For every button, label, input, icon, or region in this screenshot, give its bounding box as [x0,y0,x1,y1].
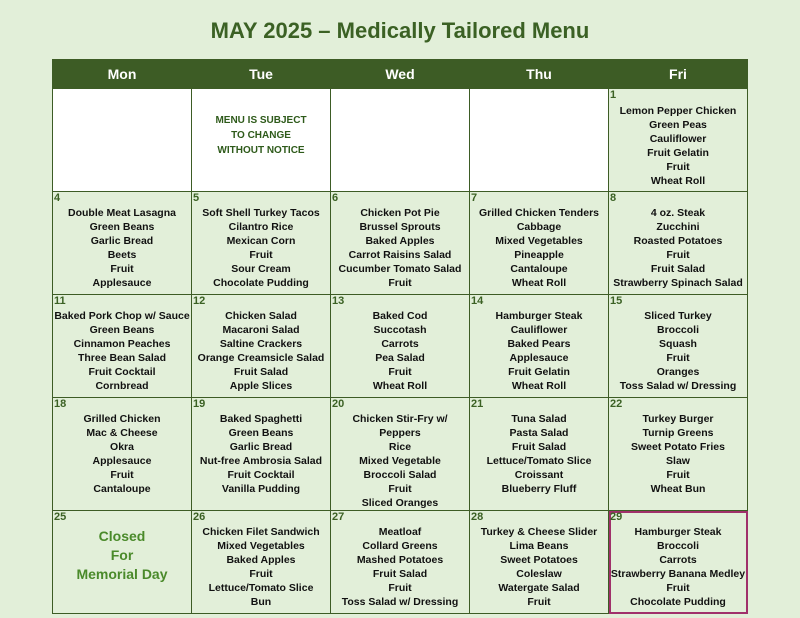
menu-item: Green Peas [649,119,707,131]
menu-item: Fruit Gelatin [508,366,570,378]
menu-items [609,309,747,393]
day-cell-tue [192,192,331,295]
day-number: 13 [332,295,345,307]
day-number: 5 [193,192,200,204]
menu-item: Cantaloupe [510,263,568,275]
menu-items [609,104,747,188]
menu-item: Wheat Roll [372,380,428,392]
menu-item: Sweet Potato Fries [631,441,725,453]
menu-item: Pea Salad [375,352,425,364]
menu-items [609,412,747,496]
menu-item: Broccoli [656,324,699,336]
header-fri: Fri [609,60,748,89]
menu-items [609,525,747,609]
menu-item: Fruit Salad [650,263,706,275]
menu-item: Applesauce [92,455,152,467]
menu-item: Croissant [514,469,564,481]
day-cell-wed [331,89,470,192]
menu-item: Fruit Cocktail [227,469,295,481]
day-number: 26 [193,511,206,523]
menu-item: Turkey Burger [642,413,714,425]
menu-item: Oranges [656,366,700,378]
menu-item: Hamburger Steak [495,310,583,322]
menu-item: Toss Salad w/ Dressing [341,596,459,608]
menu-item: Cinnamon Peaches [73,338,171,350]
menu-item: Chocolate Pudding [213,277,309,289]
day-number: 14 [471,295,484,307]
menu-item: Baked Pears [507,338,571,350]
day-number: 20 [332,398,345,410]
menu-items [53,412,191,496]
menu-item: Fruit [388,277,412,289]
menu-notice [192,113,330,158]
closed-line: Closed [98,528,146,544]
menu-item: Fruit [388,582,412,594]
menu-item: Baked Apples [365,235,435,247]
menu-item: Nut-free Ambrosia Salad [199,455,323,467]
day-cell-fri [609,398,748,511]
menu-item: Succotash [373,324,427,336]
menu-item: Coleslaw [516,568,562,580]
menu-item: Rice [388,441,412,453]
day-cell-wed [331,295,470,398]
menu-item: Turnip Greens [642,427,714,439]
header-wed: Wed [331,60,470,89]
day-cell-tue [192,398,331,511]
menu-item: Sliced Oranges [361,497,439,509]
menu-item: Garlic Bread [90,235,154,247]
menu-item: Cucumber Tomato Salad [338,263,462,275]
menu-item: Blueberry Fluff [501,483,577,495]
menu-item: Chicken Salad [225,310,297,322]
menu-item: Chocolate Pudding [630,596,726,608]
closed-notice [53,527,191,584]
menu-item: Fruit [388,366,412,378]
notice-line: TO CHANGE [231,130,291,141]
day-cell-fri [609,295,748,398]
day-cell-fri [609,511,748,614]
menu-item: Applesauce [509,352,569,364]
menu-item: Macaroni Salad [222,324,300,336]
menu-item: Lettuce/Tomato Slice [208,582,314,594]
menu-item: Cabbage [516,221,562,233]
menu-calendar [52,59,748,614]
day-cell-tue [192,89,331,192]
menu-item: Cilantro Rice [228,221,294,233]
menu-item: Fruit [110,263,134,275]
menu-item: Grilled Chicken Tenders [478,207,599,219]
day-cell-thu [470,192,609,295]
day-number: 11 [54,295,66,307]
menu-item: Baked Cod [372,310,428,322]
day-number: 15 [610,295,623,307]
menu-item: Green Beans [228,427,294,439]
day-cell-mon [53,192,192,295]
day-cell-wed [331,511,470,614]
menu-item: Fruit [110,469,134,481]
menu-item: Lima Beans [509,540,569,552]
menu-items [470,309,608,393]
menu-item: Fruit [249,568,273,580]
day-cell-thu [470,295,609,398]
day-number: 12 [193,295,206,307]
week-row [53,295,748,398]
menu-item: Slaw [666,455,690,467]
header-thu: Thu [470,60,609,89]
menu-item: Fruit [666,249,690,261]
menu-items [470,525,608,609]
menu-item: Fruit [666,582,690,594]
day-number: 6 [332,192,339,204]
menu-item: Chicken Pot Pie [360,207,440,219]
menu-item: Garlic Bread [229,441,293,453]
day-cell-wed [331,192,470,295]
menu-item: Brussel Sprouts [359,221,441,233]
day-number: 29 [610,511,623,523]
page-title: MAY 2025 – Medically Tailored Menu [210,18,590,43]
week-row [53,398,748,511]
menu-item: Okra [110,441,134,453]
menu-item: Sweet Potatoes [500,554,578,566]
menu-item: Cantaloupe [93,483,151,495]
day-cell-fri [609,89,748,192]
menu-item: Lettuce/Tomato Slice [486,455,592,467]
menu-item: Meatloaf [378,526,422,538]
menu-item: Green Beans [89,221,155,233]
day-number: 21 [471,398,484,410]
menu-items [331,309,469,393]
menu-item: Pasta Salad [509,427,569,439]
menu-item: Cauliflower [510,324,568,336]
menu-item: Beets [107,249,137,261]
menu-item: Toss Salad w/ Dressing [619,380,737,392]
menu-item: Soft Shell Turkey Tacos [202,207,320,219]
menu-item: Fruit Salad [511,441,567,453]
menu-item: Fruit [527,596,551,608]
menu-item: Mexican Corn [226,235,296,247]
menu-item: Bun [250,596,272,608]
day-cell-thu [470,89,609,192]
menu-item: Apple Slices [229,380,293,392]
menu-item: Strawberry Spinach Salad [613,277,743,289]
menu-item: Double Meat Lasagna [68,207,176,219]
menu-item: Orange Creamsicle Salad [197,352,325,364]
notice-line: MENU IS SUBJECT [215,115,307,126]
menu-item: Fruit Gelatin [647,147,709,159]
day-cell-thu [470,398,609,511]
menu-items [331,525,469,609]
menu-item: Fruit Salad [372,568,428,580]
menu-items [609,206,747,290]
menu-item: Watergate Salad [498,582,580,594]
menu-items [192,412,330,496]
menu-item: Fruit [666,469,690,481]
menu-items [470,206,608,290]
menu-item: Mashed Potatoes [356,554,444,566]
menu-item: Lemon Pepper Chicken [619,105,737,117]
menu-item: Mixed Vegetables [495,235,583,247]
menu-item: Chicken Filet Sandwich [202,526,320,538]
day-number: 18 [54,398,67,410]
menu-item: Mixed Vegetables [217,540,305,552]
menu-items [53,309,191,393]
menu-item: Saltine Crackers [219,338,303,350]
week-row [53,89,748,192]
menu-item: Sour Cream [231,263,291,275]
header-mon: Mon [53,60,192,89]
menu-item: Baked Spaghetti [219,413,303,425]
day-number: 25 [54,511,67,523]
day-number: 22 [610,398,623,410]
menu-item: Strawberry Banana Medley [610,568,746,580]
menu-item: Hamburger Steak [634,526,722,538]
menu-items [192,525,330,609]
day-number: 4 [54,192,61,204]
day-cell-tue [192,295,331,398]
day-number: 27 [332,511,345,523]
closed-line: For [110,547,134,563]
menu-item: Wheat Roll [650,175,706,187]
menu-item: Turkey & Cheese Slider [480,526,598,538]
day-number: 19 [193,398,206,410]
header-tue: Tue [192,60,331,89]
calendar-body [53,89,748,614]
menu-item: Fruit [666,352,690,364]
menu-item: Zucchini [656,221,700,233]
notice-line: WITHOUT NOTICE [217,145,305,156]
day-cell-mon [53,511,192,614]
menu-items [331,206,469,290]
menu-item: Cornbread [95,380,149,392]
menu-item: Squash [659,338,697,350]
menu-items [192,206,330,290]
menu-item: Broccoli [656,540,699,552]
day-cell-mon [53,398,192,511]
menu-item: Fruit Cocktail [88,366,156,378]
menu-item: Fruit [249,249,273,261]
day-number: 28 [471,511,484,523]
menu-item: Fruit [666,161,690,173]
menu-item: Grilled Chicken [83,413,161,425]
menu-item: Vanilla Pudding [221,483,301,495]
day-cell-tue [192,511,331,614]
menu-items [53,206,191,290]
day-cell-wed [331,398,470,511]
menu-item: Fruit [388,483,412,495]
menu-item: Pineapple [514,249,564,261]
menu-item: Carrot Raisins Salad [348,249,452,261]
day-cell-mon [53,295,192,398]
week-row [53,511,748,614]
weekday-header-row [53,60,748,89]
menu-item: Baked Apples [226,554,296,566]
day-number: 1 [610,89,617,101]
menu-item: Cauliflower [649,133,707,145]
week-row [53,192,748,295]
menu-item: Baked Pork Chop w/ Sauce [54,310,190,322]
menu-item: Chicken Stir-Fry w/ Peppers [352,413,448,439]
menu-item: Three Bean Salad [77,352,167,364]
day-number: 7 [471,192,478,204]
menu-item: Carrots [381,338,419,350]
menu-item: Wheat Roll [511,277,567,289]
menu-item: Mixed Vegetable [359,455,441,467]
menu-item: Green Beans [89,324,155,336]
day-cell-thu [470,511,609,614]
menu-item: Wheat Bun [650,483,706,495]
menu-items [331,412,469,510]
menu-item: 4 oz. Steak [650,207,706,219]
day-number: 8 [610,192,617,204]
day-cell-fri [609,192,748,295]
menu-items [470,412,608,496]
menu-item: Applesauce [92,277,152,289]
menu-item: Fruit Salad [233,366,289,378]
menu-items [192,309,330,393]
menu-item: Mac & Cheese [86,427,158,439]
day-cell-mon [53,89,192,192]
menu-item: Sliced Turkey [644,310,712,322]
menu-item: Carrots [659,554,697,566]
closed-line: Memorial Day [76,566,168,582]
menu-item: Broccoli Salad [363,469,437,481]
menu-item: Roasted Potatoes [633,235,723,247]
menu-item: Wheat Roll [511,380,567,392]
menu-item: Tuna Salad [511,413,567,425]
menu-item: Collard Greens [362,540,438,552]
